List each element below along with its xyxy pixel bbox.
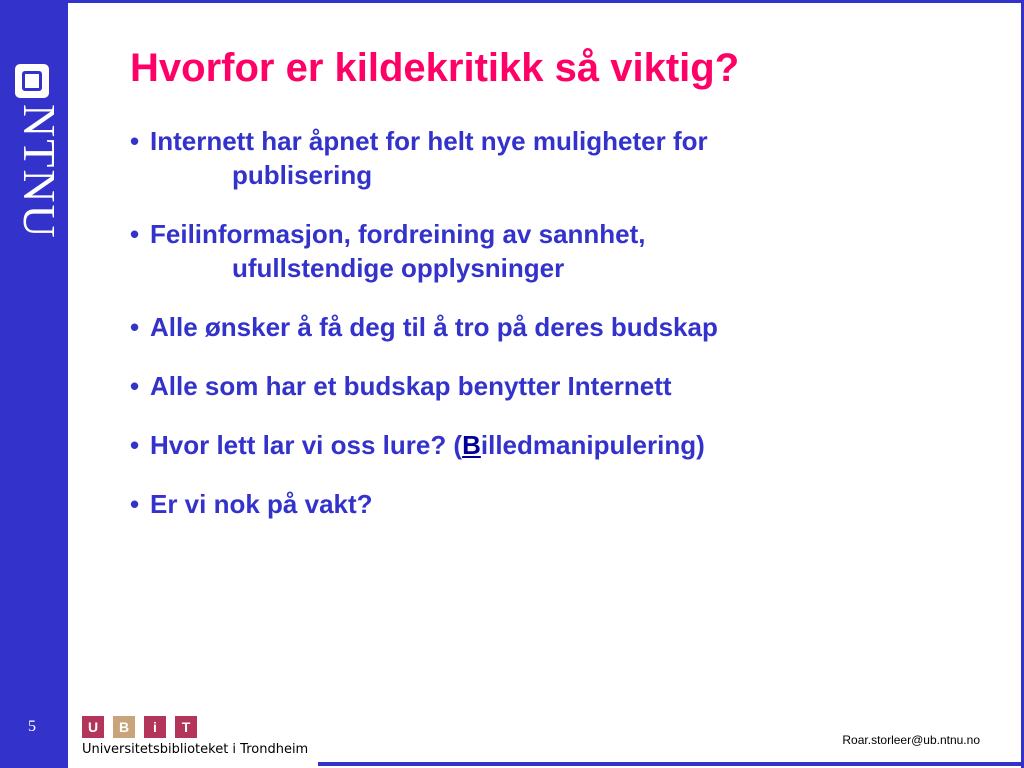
bullet-text: Er vi nok på vakt?: [150, 489, 373, 519]
bullet-list: [130, 124, 980, 546]
bullet-item: [130, 217, 980, 285]
ubit-tile-i: i: [144, 716, 166, 738]
ubit-tile-t: T: [175, 716, 197, 738]
bullet-dot-icon: •: [130, 489, 140, 519]
bullet-text-prefix: Hvor lett lar vi oss lure? (: [150, 430, 463, 460]
bullet-item: [130, 369, 980, 403]
ubit-logo-tiles: [82, 716, 308, 738]
bullet-item: [130, 487, 980, 521]
ubit-tile-u: U: [82, 716, 104, 738]
ubit-logo: [82, 716, 308, 757]
bullet-dot-icon: •: [130, 219, 140, 249]
bullet-text: Internett har åpnet for helt nye muligheter for: [150, 126, 708, 156]
bullet-text: Alle som har et budskap benytter Internett: [150, 371, 672, 401]
frame-border-top: [68, 0, 1024, 3]
bullet-item: [130, 310, 980, 344]
billedmanipulering-link[interactable]: B: [462, 430, 481, 460]
ubit-caption: Universitetsbiblioteket i Trondheim: [82, 742, 309, 757]
page-number: 5: [28, 718, 36, 735]
bullet-dot-icon: •: [130, 126, 140, 156]
bullet-item: [130, 124, 980, 192]
bullet-text-continuation: publisering: [232, 160, 373, 190]
bullet-dot-icon: •: [130, 312, 140, 342]
bullet-text-continuation: ufullstendige opplysninger: [232, 253, 565, 283]
bullet-text: Feilinformasjon, fordreining av sannhet,: [150, 219, 646, 249]
ntnu-logo-icon: [15, 64, 49, 98]
author-email: Roar.storleer@ub.ntnu.no: [842, 733, 980, 747]
bullet-dot-icon: •: [130, 430, 140, 460]
bullet-item: [130, 428, 980, 462]
slide-title: Hvorfor er kildekritikk så viktig?: [130, 46, 740, 90]
ntnu-sidebar: [0, 0, 68, 768]
bullet-text-suffix: illedmanipulering): [480, 430, 705, 460]
ubit-tile-b: B: [113, 716, 135, 738]
ntnu-logo-text: NTNU: [14, 104, 65, 240]
bullet-text: Alle ønsker å få deg til å tro på deres budskap: [150, 312, 718, 342]
frame-border-bottom: [318, 762, 1024, 766]
bullet-dot-icon: •: [130, 371, 140, 401]
